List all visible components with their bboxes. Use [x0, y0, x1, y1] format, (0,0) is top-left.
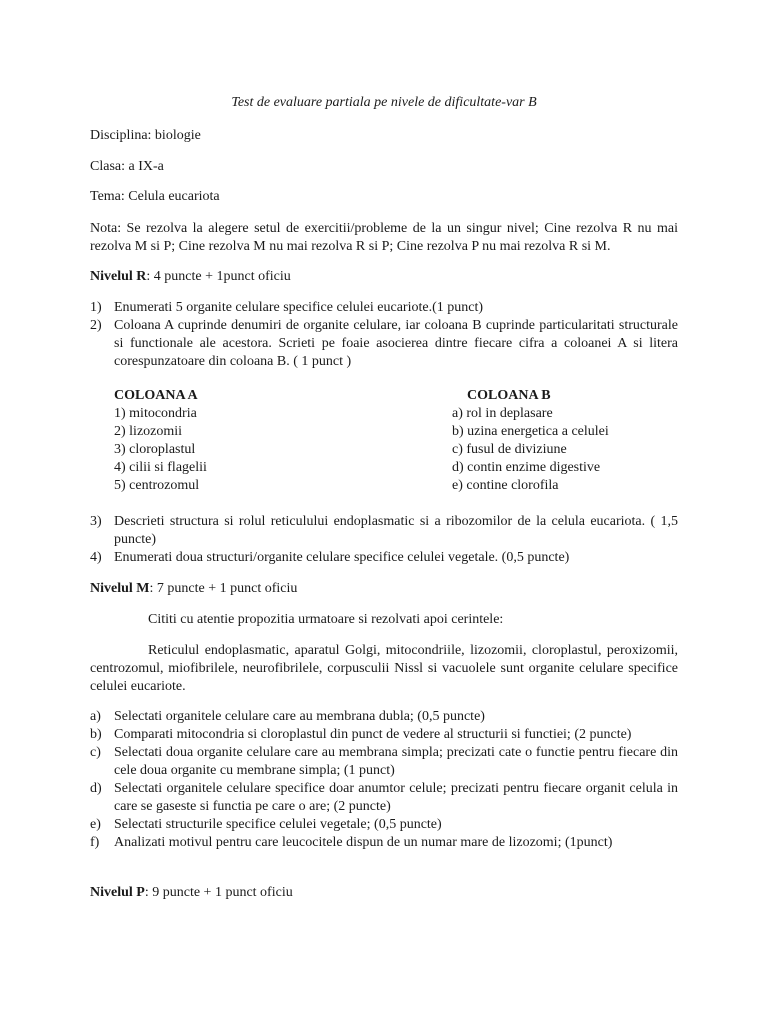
- list-item: [90, 549, 678, 567]
- nivel-m-passage: Reticulul endoplasmatic, aparatul Golgi, mitocondriile, lizozomii, cloroplastul, peroxizomii, centrozomul, miofibrilele, neurofibrilele, corpusculii Nissl si vacuolele sunt organite celulare specifice celulei eucariote.: [90, 643, 678, 694]
- nivel-m-intro: Cititi cu atentie propozitia urmatoare si rezolvati apoi cerintele:: [148, 612, 504, 627]
- nivel-r-points: : 4 puncte + 1punct oficiu: [146, 269, 291, 284]
- nivel-r-list-continued: [90, 513, 678, 567]
- column-a-header: COLOANA A: [114, 388, 198, 403]
- column-b-row: a) rol in deplasare: [452, 406, 553, 421]
- item-marker: 4): [90, 550, 102, 565]
- item-text: Selectati doua organite celulare care au membrana simpla; precizati cate o functie pentru fiecare din cele doua organite cu membrane simpla; (1 punct): [114, 745, 678, 778]
- disciplina-line: Disciplina: biologie: [90, 128, 201, 143]
- nivel-m-label: Nivelul M: [90, 581, 150, 596]
- nivel-p-points: : 9 puncte + 1 punct oficiu: [144, 885, 293, 900]
- list-item: [90, 726, 678, 744]
- list-item: [90, 708, 678, 726]
- column-a-row: 3) cloroplastul: [114, 442, 196, 457]
- list-item: [90, 834, 678, 852]
- item-text: Descrieti structura si rolul reticulului endoplasmatic si a ribozomilor de la celula eucariota. ( 1,5 puncte): [114, 514, 678, 547]
- column-b-row: e) contine clorofila: [452, 478, 559, 493]
- nivel-r-label: Nivelul R: [90, 269, 147, 284]
- nivel-m-list: [90, 708, 678, 852]
- nota-paragraph: Nota: Se rezolva la alegere setul de exercitii/probleme de la un singur nivel; Cine rezolva R nu mai rezolva M si P; Cine rezolva M nu mai rezolva R si P; Cine rezolva P nu mai rezolva R si M.: [90, 221, 678, 254]
- item-text: Comparati mitocondria si cloroplastul din punct de vedere al structurii si functiei; (2 puncte): [114, 727, 632, 742]
- column-b-row: c) fusul de diviziune: [452, 442, 567, 457]
- item-text: Enumerati doua structuri/organite celulare specifice celulei vegetale. (0,5 puncte): [114, 550, 570, 565]
- column-b-row: d) contin enzime digestive: [452, 460, 601, 475]
- column-a: [114, 387, 364, 495]
- item-text: Selectati organitele celulare care au membrana dubla; (0,5 puncte): [114, 709, 485, 724]
- item-marker: d): [90, 781, 102, 796]
- item-marker: f): [90, 835, 100, 850]
- list-item: [90, 780, 678, 816]
- column-b: [452, 387, 692, 495]
- nivel-r-heading: [90, 268, 678, 286]
- item-marker: e): [90, 817, 101, 832]
- list-item: [90, 317, 678, 371]
- column-b-header: COLOANA B: [467, 388, 551, 403]
- item-marker: b): [90, 727, 102, 742]
- item-marker: a): [90, 709, 101, 724]
- column-b-row: b) uzina energetica a celulei: [452, 424, 609, 439]
- list-item: [90, 299, 678, 317]
- nivel-m-heading: [90, 580, 678, 598]
- nivel-r-list: [90, 299, 678, 371]
- column-a-row: 4) cilii si flagelii: [114, 460, 207, 475]
- item-text: Analizati motivul pentru care leucocitele dispun de un numar mare de lizozomi; (1punct): [114, 835, 613, 850]
- tema-line: Tema: Celula eucariota: [90, 189, 220, 204]
- nivel-p-heading: [90, 884, 678, 902]
- item-text: Coloana A cuprinde denumiri de organite celulare, iar coloana B cuprinde particularitati structurale si functionale ale acestora. Scrieti pe foaie asocierea dintre fiecare cifra a coloanei A si litera corespunzatoare din coloana B. ( 1 punct ): [114, 318, 678, 369]
- list-item: [90, 816, 678, 834]
- list-item: [90, 513, 678, 549]
- item-text: Selectati organitele celulare specifice doar anumtor celule; precizati pentru fiecare organit celula in care se gaseste si functia pe care o are; (2 puncte): [114, 781, 678, 814]
- document-title: Test de evaluare partiala pe nivele de dificultate-var B: [231, 95, 537, 110]
- list-item: [90, 744, 678, 780]
- clasa-line: Clasa: a IX-a: [90, 159, 164, 174]
- column-a-row: 5) centrozomul: [114, 478, 200, 493]
- item-marker: 3): [90, 514, 102, 529]
- column-a-row: 2) lizozomii: [114, 424, 183, 439]
- item-marker: 2): [90, 318, 102, 333]
- column-a-row: 1) mitocondria: [114, 406, 197, 421]
- item-text: Enumerati 5 organite celulare specifice celulei eucariote.(1 punct): [114, 300, 484, 315]
- item-marker: c): [90, 745, 101, 760]
- nivel-p-label: Nivelul P: [90, 885, 145, 900]
- item-marker: 1): [90, 300, 102, 315]
- nivel-m-points: : 7 puncte + 1 punct oficiu: [149, 581, 298, 596]
- item-text: Selectati structurile specifice celulei vegetale; (0,5 puncte): [114, 817, 442, 832]
